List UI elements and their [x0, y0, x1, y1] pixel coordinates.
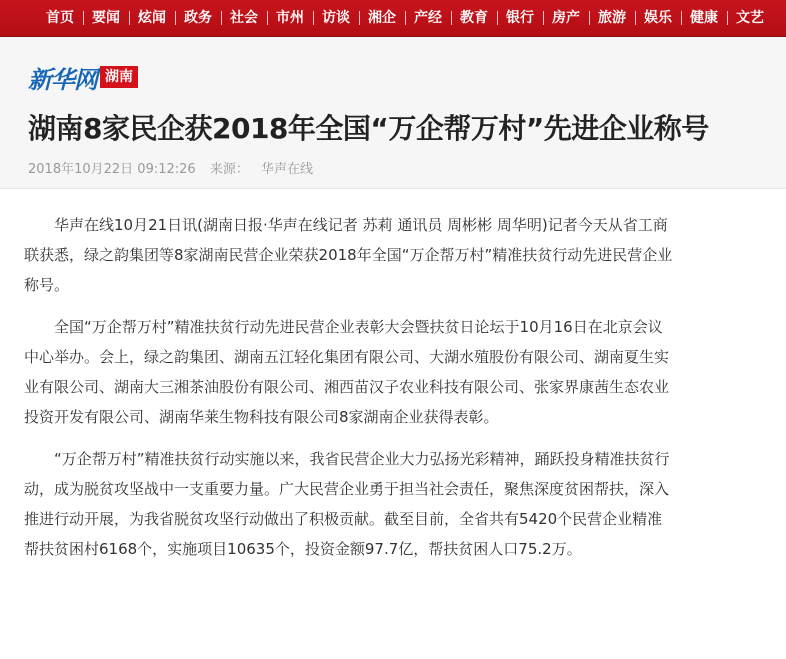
article-paragraph-2: 全国“万企帮万村”精准扶贫行动先进民营企业表彰大会暨扶贫日论坛于10月16日在北京会议中心举办。会上，绿之韵集团、湖南五江轻化集团有限公司、大湖水殖股份有限公司、湖南夏生实业有限公司、湖南大三湘茶油股份有限公司、湘西苗汉子农业科技有限公司、张家界康茜生态农业投资开发有限公司、湖南华莱生物科技有限公司8家湖南企业获得表彰。: [24, 318, 670, 426]
publish-datetime: 2018年10月22日 09:12:26: [28, 162, 196, 177]
article-title: 湖南8家民企获2018年全国“万企帮万村”先进企业称号: [28, 112, 709, 145]
top-nav: [0, 0, 786, 37]
nav-item-government[interactable]: 政务: [175, 0, 221, 36]
source-label: 来源：: [209, 162, 249, 177]
nav-item-banking[interactable]: 银行: [497, 0, 543, 36]
article-paragraph-3: “万企帮万村”精准扶贫行动实施以来，我省民营企业大力弘扬光彩精神，踊跃投身精准扶贫行动，成为脱贫攻坚战中一支重要力量。广大民营企业勇于担当社会责任，聚焦深度贫困帮扶，深入推进行动开展，为我省脱贫攻坚行动做出了积极贡献。截至目前，全省共有5420个民营企业精准帮扶贫困村6168个，实施项目10635个，投资金额97.7亿，帮扶贫困人口75.2万。: [24, 450, 670, 558]
nav-item-culture[interactable]: 文艺: [727, 0, 773, 36]
nav-item-travel[interactable]: 旅游: [589, 0, 635, 36]
logo-name: 新华网: [28, 64, 97, 94]
logo-region-badge: 湖南: [100, 66, 138, 88]
article-header: [0, 37, 786, 189]
nav-item-society[interactable]: 社会: [221, 0, 267, 36]
nav-item-industry[interactable]: 产经: [405, 0, 451, 36]
article-paragraph-1: 华声在线10月21日讯(湖南日报·华声在线记者 苏莉 通讯员 周彬彬 周华明)记者今天从省工商联获悉，绿之韵集团等8家湖南民营企业荣获2018年全国“万企帮万村”精准扶贫行动先进民营企业称号。: [24, 216, 673, 294]
nav-item-xuanwen[interactable]: 炫闻: [129, 0, 175, 36]
nav-item-cities[interactable]: 市州: [267, 0, 313, 36]
article-body: [24, 210, 676, 576]
source-link[interactable]: 华声在线: [260, 162, 313, 177]
article-meta: [28, 158, 323, 177]
nav-item-real-estate[interactable]: 房产: [543, 0, 589, 36]
nav-item-hunan-enterprises[interactable]: 湘企: [359, 0, 405, 36]
nav-item-news[interactable]: 要闻: [83, 0, 129, 36]
nav-item-health[interactable]: 健康: [681, 0, 727, 36]
nav-item-education[interactable]: 教育: [451, 0, 497, 36]
nav-item-interviews[interactable]: 访谈: [313, 0, 359, 36]
site-logo[interactable]: [28, 61, 138, 93]
nav-item-home[interactable]: 首页: [46, 10, 74, 26]
nav-item-entertainment[interactable]: 娱乐: [635, 0, 681, 36]
